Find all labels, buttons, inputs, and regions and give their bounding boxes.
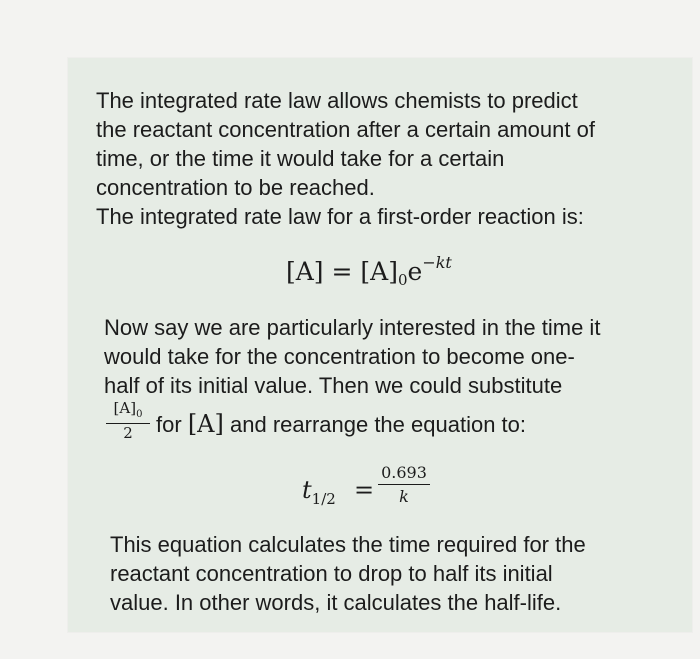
eq1-equals: = bbox=[331, 257, 353, 286]
eq1-exponential-e: e bbox=[407, 257, 423, 286]
eq2-t-subscript: 1/2 bbox=[311, 490, 336, 508]
half-life-fraction bbox=[378, 462, 430, 509]
eq1-rhs-base: [A] bbox=[360, 257, 398, 286]
middle-line-2: would take for the concentration to become one- bbox=[104, 344, 575, 369]
substitute-symbol: [A] bbox=[187, 410, 224, 438]
middle-line-1: Now say we are particularly interested in the time it bbox=[104, 315, 601, 340]
intro-line-4: concentration to be reached. bbox=[96, 175, 375, 200]
integrated-rate-law-equation bbox=[286, 253, 452, 289]
intro-line-5: The integrated rate law for a first-order reaction is: bbox=[96, 204, 584, 229]
intro-line-2: the reactant concentration after a certain amount of bbox=[96, 117, 595, 142]
substitute-line bbox=[156, 410, 526, 439]
eq2-equals: = bbox=[354, 476, 375, 504]
intro-line-3: time, or the time it would take for a certain bbox=[96, 146, 505, 171]
a0-over-2-fraction bbox=[106, 400, 150, 442]
outro-line-2: reactant concentration to drop to half its initial bbox=[110, 561, 553, 586]
middle-line-3: half of its initial value. Then we could substitute bbox=[104, 373, 563, 398]
eq1-lhs: [A] bbox=[286, 257, 324, 286]
eq1-rhs-subscript: 0 bbox=[397, 271, 408, 289]
outro-line-3: value. In other words, it calculates the half-life. bbox=[110, 590, 562, 615]
substitute-for: for bbox=[156, 412, 182, 437]
eq1-exponent: −kt bbox=[422, 253, 452, 272]
intro-line-1: The integrated rate law allows chemists to predict bbox=[96, 88, 578, 113]
eq2-t: t bbox=[302, 476, 312, 504]
fraction-numerator-subscript: 0 bbox=[136, 409, 143, 420]
fraction-denominator: 2 bbox=[123, 424, 133, 442]
half-life-denominator: k bbox=[399, 487, 409, 506]
outro-line-1: This equation calculates the time required for the bbox=[110, 532, 586, 557]
fraction-numerator-base: [A] bbox=[113, 399, 137, 417]
half-life-symbol bbox=[302, 476, 336, 508]
half-life-numerator: 0.693 bbox=[378, 462, 430, 485]
fraction-numerator bbox=[106, 400, 150, 424]
substitute-rest: and rearrange the equation to: bbox=[230, 412, 527, 437]
